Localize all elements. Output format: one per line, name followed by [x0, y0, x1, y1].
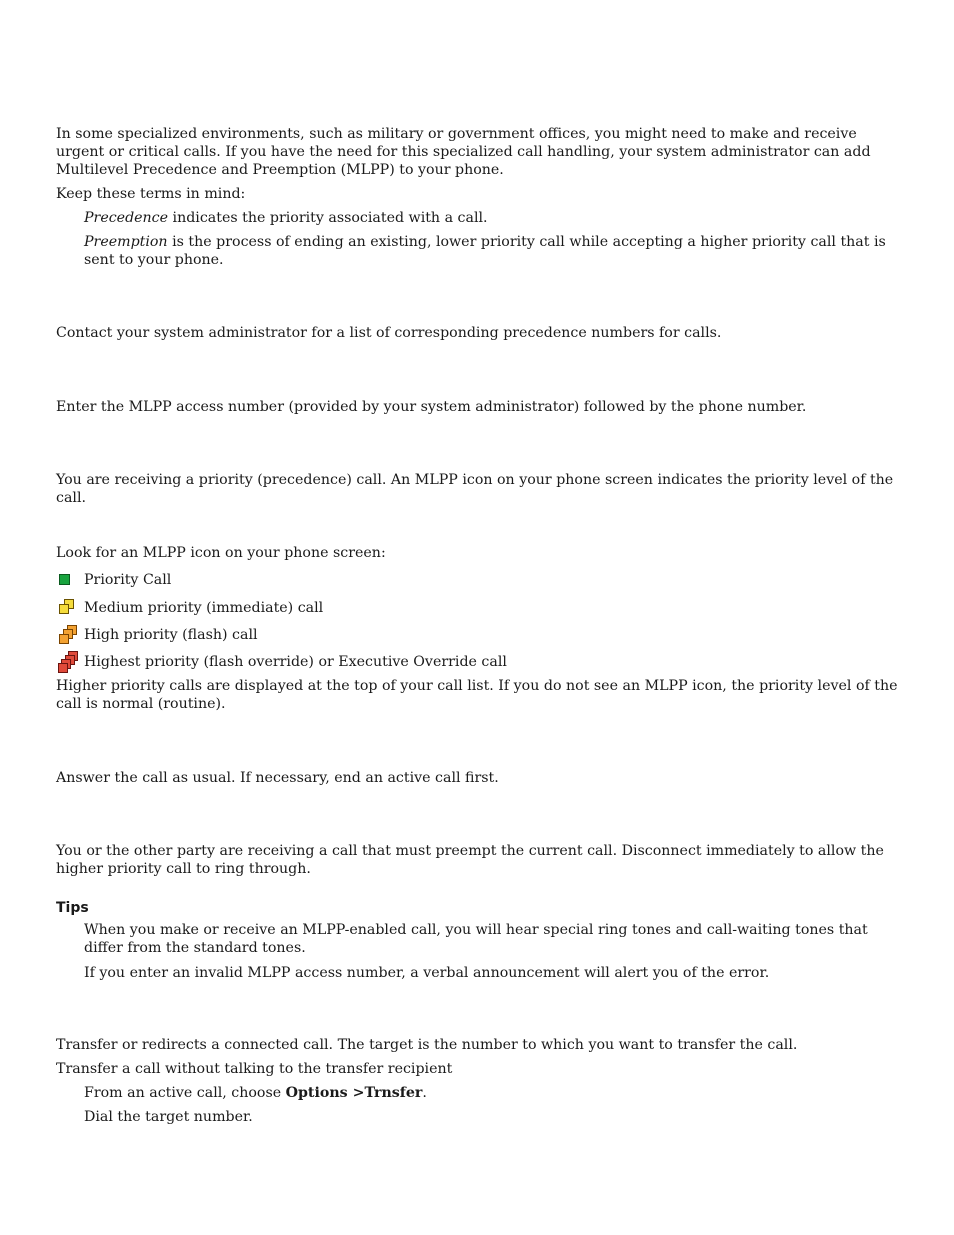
priority-call-icon: [56, 569, 78, 591]
transfer-intro-text: Transfer or redirects a connected call. The target is the number to which you want to transfer the call.: [56, 1037, 798, 1053]
high-priority-icon: [56, 624, 78, 646]
medium-priority-label: Medium priority (immediate) call: [84, 600, 324, 616]
transfer-subheading: Transfer a call without talking to the transfer recipient: [56, 1061, 453, 1077]
see-priority-text: Look for an MLPP icon on your phone screen:: [56, 545, 386, 561]
terms-intro: Keep these terms in mind:: [56, 186, 246, 202]
highest-priority-row: [56, 651, 507, 673]
priority-call-label: Priority Call: [84, 572, 172, 588]
higher-priority-list-text: Higher priority calls are displayed at the top of your call list. If you do not see an MLPP icon, the priority level of the call is normal (routine).: [56, 678, 898, 712]
medium-priority-icon: [56, 597, 78, 619]
tip-ring-tones: When you make or receive an MLPP-enabled call, you will hear special ring tones and call-waiting tones that differ from the standard tones.: [84, 922, 868, 956]
priority-call-row: [56, 569, 171, 591]
term-preemption-definition: is the process of ending an existing, lower priority call while accepting a higher priority call that is sent to your phone.: [84, 234, 886, 268]
accept-call-text: Answer the call as usual. If necessary, end an active call first.: [56, 770, 499, 786]
transfer-step-2: Dial the target number.: [84, 1109, 253, 1125]
term-precedence-definition: indicates the priority associated with a call.: [168, 210, 488, 226]
choose-priority-text: Contact your system administrator for a list of corresponding precedence numbers for calls.: [56, 325, 722, 341]
high-priority-label: High priority (flash) call: [84, 627, 258, 643]
transfer-step-1: [84, 1084, 898, 1102]
special-ring-text: You are receiving a priority (precedence) call. An MLPP icon on your phone screen indicates the priority level of the call.: [56, 472, 894, 506]
term-precedence: [84, 209, 898, 227]
intro-paragraph: In some specialized environments, such as military or government offices, you might need to make and receive urgent or critical calls. If you have the need for this specialized call handling, your system administrator can add Multilevel Precedence and Preemption (MLPP) to your phone.: [56, 126, 871, 178]
term-preemption: [84, 233, 898, 269]
options-transfer-command: Options >Trnsfer: [285, 1085, 423, 1101]
medium-priority-row: [56, 597, 323, 619]
transfer-step-1-end: .: [422, 1085, 427, 1101]
highest-priority-icon: [56, 651, 78, 673]
term-preemption-word: Preemption: [84, 234, 168, 250]
transfer-step-1-text: From an active call, choose: [84, 1085, 286, 1101]
tips-heading: Tips: [56, 900, 89, 916]
preempt-call-text: You or the other party are receiving a call that must preempt the current call. Disconnect immediately to allow the higher priority call to ring through.: [56, 843, 884, 877]
high-priority-row: [56, 624, 258, 646]
tip-invalid-number: If you enter an invalid MLPP access number, a verbal announcement will alert you of the error.: [84, 965, 770, 981]
term-precedence-word: Precedence: [84, 210, 169, 226]
make-priority-call-text: Enter the MLPP access number (provided by your system administrator) followed by the phone number.: [56, 399, 807, 415]
highest-priority-label: Highest priority (flash override) or Executive Override call: [84, 654, 507, 670]
